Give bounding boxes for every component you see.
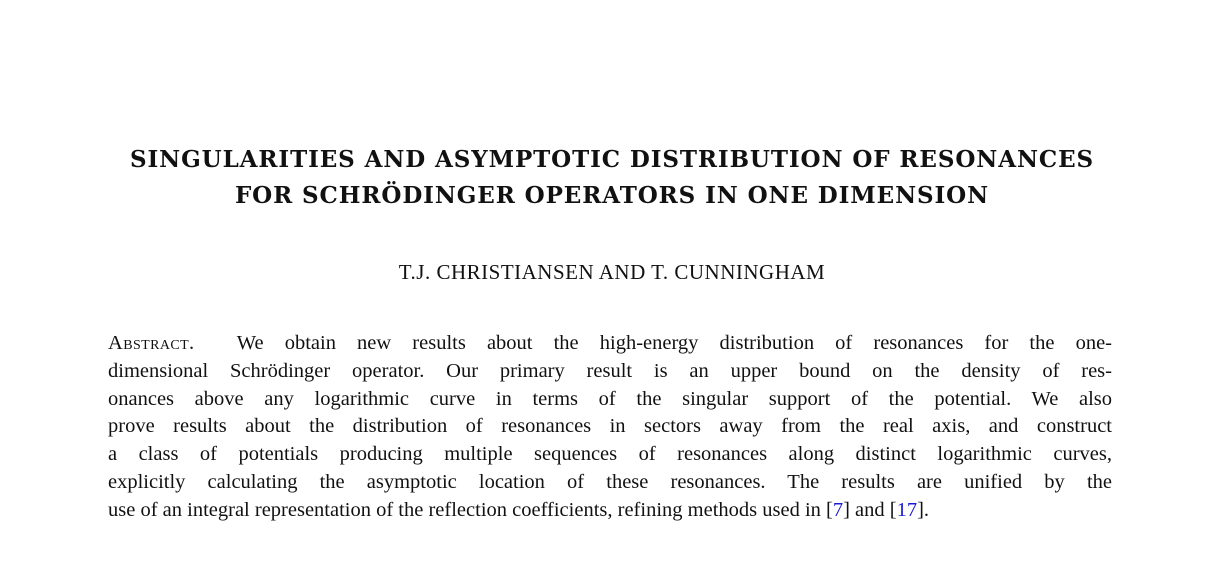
abstract-line: explicitly calculating the asymptotic location of these resonances. The results are unified by the [108,470,1112,493]
abstract [108,330,1112,525]
abstract-text: use of an integral representation of the reflection coefficients, refining methods used in [ [108,498,833,521]
abstract-heading: Abstract. [108,332,195,354]
citation-link-17[interactable]: 17 [896,498,918,521]
citation-link-7[interactable]: 7 [832,498,844,521]
abstract-line: prove results about the distribution of resonances in sectors away from the real axis, and construct [108,415,1112,438]
abstract-text: ] and [ [843,498,897,521]
paper-authors: T.J. CHRISTIANSEN AND T. CUNNINGHAM [398,260,826,284]
abstract-line-last [108,497,1112,525]
paper-title-line-1: SINGULARITIES AND ASYMPTOTIC DISTRIBUTION OF RESONANCES [129,146,1095,173]
paper-title-line-2: FOR SCHRÖDINGER OPERATORS IN ONE DIMENSION [234,182,990,209]
abstract-line: a class of potentials producing multiple sequences of resonances along distinct logarithmic curves, [108,443,1112,466]
abstract-line: onances above any logarithmic curve in terms of the singular support of the potential. We also [108,387,1112,410]
abstract-text: ]. [917,498,930,521]
abstract-line: dimensional Schrödinger operator. Our primary result is an upper bound on the density of res- [108,359,1112,382]
paper-title [0,142,1224,214]
abstract-text: We obtain new results about the high-energy distribution of resonances for the one- [236,332,1113,354]
abstract-line [108,330,1112,358]
